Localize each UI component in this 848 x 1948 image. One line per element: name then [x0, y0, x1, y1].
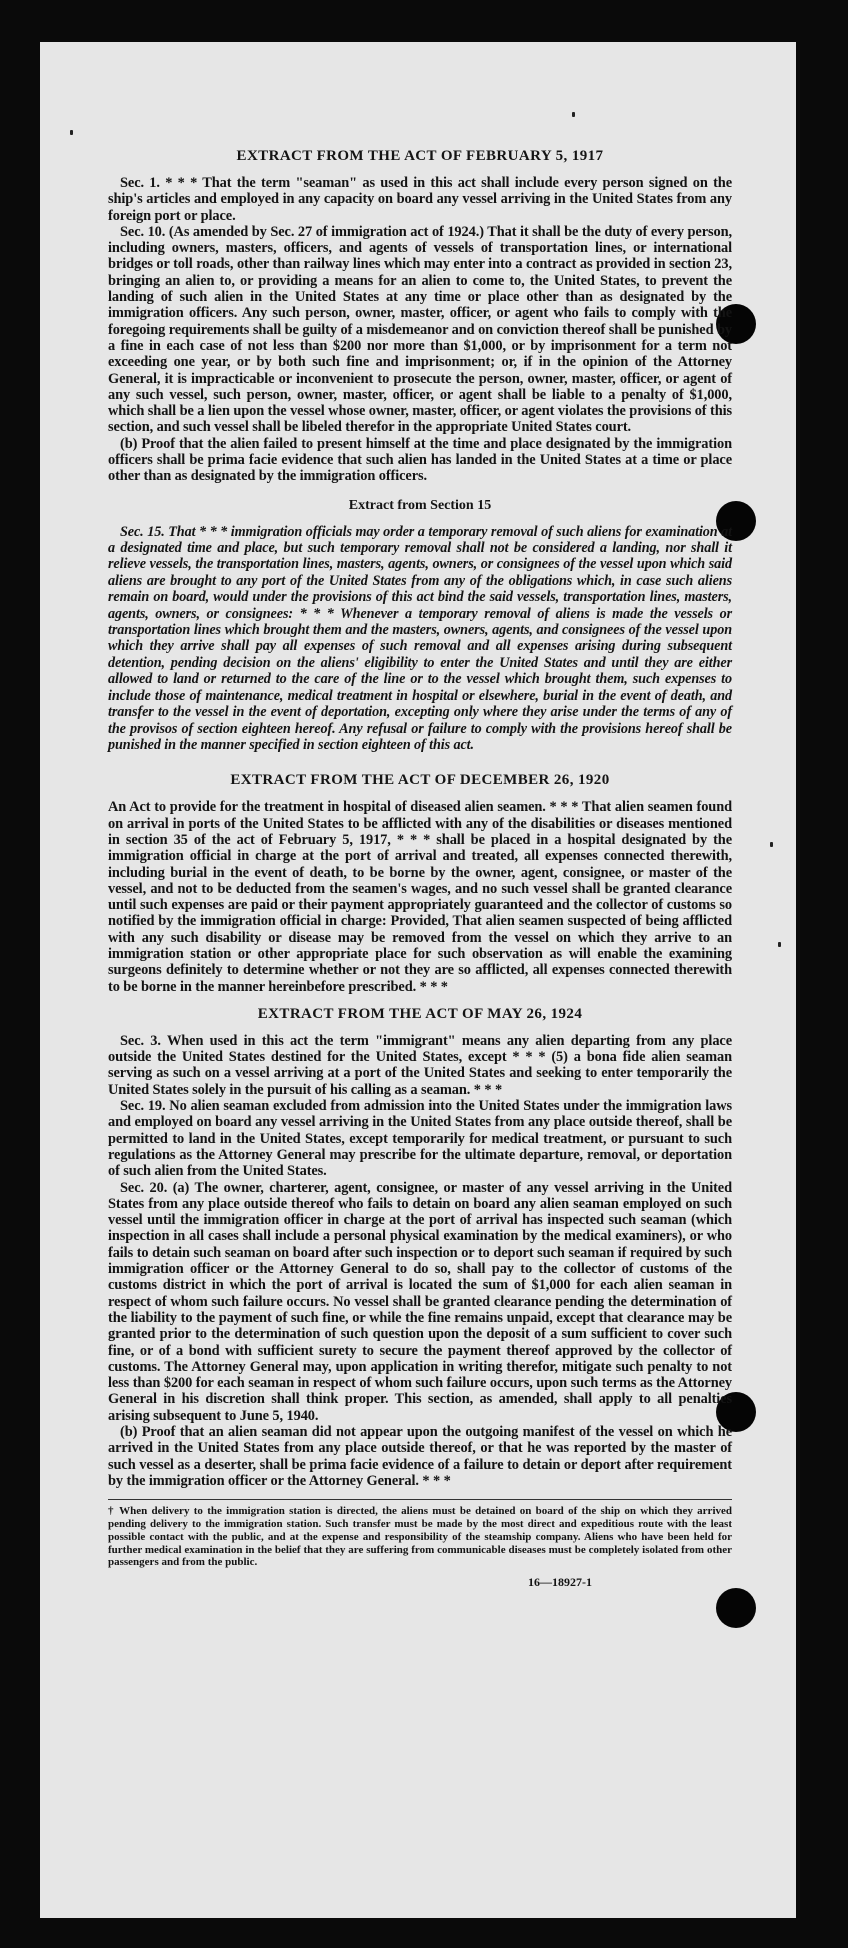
section-heading: EXTRACT FROM THE ACT OF MAY 26, 1924: [257, 1005, 583, 1022]
speck: [778, 942, 781, 947]
paragraph: (b) Proof that the alien failed to present himself at the time and place designated by the immigration officers shall be prima facie evidence that such alien has landed in the United States at a time or place other than as designated by the immigration officers.: [108, 435, 732, 485]
document-body: [108, 147, 732, 1590]
paragraph: An Act to provide for the treatment in hospital of diseased alien seamen. * * * That alien seamen found on arrival in ports of the United States to be afflicted with any of the disabilities or diseases mentioned in section 35 of the act of February 5, 1917, * * * shall be placed in a hospital designated by the immigration official in charge at the port of arrival and treated, all expenses connected therewith, including burial in the event of death, to be borne by the owner, agent, consignee, or master of the vessel, and not to be deducted from the seamen's wages, and no such vessel shall be granted clearance until such expenses are paid or their payment appropriately guaranteed and the collector of customs so notified by the immigration official in charge: Provided, That alien seamen suspected of being afflicted with any such disability or disease may be removed from the vessel on which they arrive to an immigration station or other appropriate place for such observation as will enable the examining surgeons definitely to determine whether or not they are so afflicted, all expenses connected therewith to be borne in the manner hereinbefore prescribed. * * *: [108, 799, 732, 995]
speck: [70, 130, 73, 135]
speck: [572, 112, 575, 117]
section-subheading: Extract from Section 15: [348, 497, 492, 513]
section-heading: EXTRACT FROM THE ACT OF FEBRUARY 5, 1917: [236, 148, 604, 164]
punch-hole: [716, 1588, 756, 1628]
paragraph: Sec. 15. That * * * immigration officials may order a temporary removal of such aliens for examination at a designated time and place, but such temporary removal shall not be considered a landing, nor shall it relieve vessels, the transportation lines, masters, agents, owners, or consignees of the vessel upon which said aliens are brought to any port of the United States from any of the obligations which, in case such aliens remain on board, would under the provisions of this act bind the said vessels, transportation lines, masters, agents, owners, or consignees: * * * Whenever a temporary removal of aliens is made the vessels or transportation lines which brought them and the masters, owners, agents, and consignees of the vessel upon which they arrive shall pay all expenses of such removal and all expenses arising during subsequent detention, pending decision on the aliens' eligibility to enter the United States and until they are either allowed to land or returned to the care of the line or to the vessel which brought them, such expenses to include those of maintenance, medical treatment in hospital or elsewhere, burial in the event of death, and transfer to the vessel in the event of deportation, excepting only where they arise under the terms of any of the provisos of section eighteen hereof. Any refusal or failure to comply with the provisions hereof shall be punished in the manner specified in section eighteen of this act.: [108, 523, 732, 753]
paragraph: Sec. 20. (a) The owner, charterer, agent, consignee, or master of any vessel arriving in the United States from any place outside thereof who fails to detain on board any alien seaman employed on such vessel until the immigration officer in charge at the port of arrival has inspected such seaman (which inspection in all cases shall include a personal physical examination by the medical examiners), or who fails to detain such seaman on board after such inspection or to deport such seaman if required by such immigration officer or the Attorney General to do so, shall pay to the collector of customs of the customs district in which the port of arrival is located the sum of $1,000 for each alien seaman in respect of whom such failure occurs. No vessel shall be granted clearance pending the determination of the liability to the payment of such fine, or while the fine remains unpaid, except that clearance may be granted prior to the determination of such question upon the deposit of a sum sufficient to cover such fine, or of a bond with sufficient surety to secure the payment thereof approved by the collector of customs. The Attorney General may, upon application in writing therefor, mitigate such penalty to not less than $200 for each seaman in respect of whom such failure occurs, upon such terms as the Attorney General in his discretion shall think proper. This section, as amended, shall apply to all penalties arising subsequent to June 5, 1940.: [108, 1179, 732, 1424]
paragraph: Sec. 19. No alien seaman excluded from admission into the United States under the immigration laws and employed on board any vessel arriving in the United States from any place outside thereof, shall be permitted to land in the United States, except temporarily for medical treatment, or pursuant to such regulations as the Attorney General may prescribe for the ultimate departure, removal, or deportation of such alien from the United States.: [108, 1098, 732, 1180]
section-heading: EXTRACT FROM THE ACT OF DECEMBER 26, 1920: [230, 772, 610, 789]
footnote: † When delivery to the immigration station is directed, the aliens must be detained on board of the ship on which they arrived pending delivery to the immigration station. Such transfer must be made by the most direct and expeditious route with the least possible contact with the public, and at the expense and responsibility of the steamship company. Aliens who have been held for further medical examination in the belief that they are suffering from communicable diseases must be completely isolated from other passengers and from the public.: [108, 1499, 732, 1569]
paragraph: (b) Proof that an alien seaman did not appear upon the outgoing manifest of the vessel on which he arrived in the United States from any place outside thereof, or that he was reported by the master of such vessel as a deserter, shall be prima facie evidence of a failure to detain or deport after requirement by the immigration officer or the Attorney General. * * *: [108, 1424, 732, 1489]
document-page: [40, 42, 796, 1918]
paragraph: Sec. 1. * * * That the term "seaman" as used in this act shall include every person signed on the ship's articles and employed in any capacity on board any vessel arriving in the United States from any foreign port or place.: [108, 175, 732, 224]
form-number: 16—18927-1: [528, 1575, 592, 1590]
paragraph: Sec. 3. When used in this act the term "immigrant" means any alien departing from any place outside the United States destined for the United States, except * * * (5) a bona fide alien seaman serving as such on a vessel arriving at a port of the United States and seeking to enter temporarily the United States solely in the pursuit of his calling as a seaman. * * *: [108, 1032, 732, 1098]
speck: [770, 842, 773, 847]
paragraph: Sec. 10. (As amended by Sec. 27 of immigration act of 1924.) That it shall be the duty of every person, including owners, masters, officers, and agents of vessels of transportation lines, or international bridges or toll roads, other than railway lines which may enter into a contract as provided in section 23, bringing an alien to, or providing a means for an alien to come to, the United States, to prevent the landing of such alien in the United States at any time or place other than as designated by the immigration officers. Any such person, owner, master, officer, or agent who fails to comply with the foregoing requirements shall be guilty of a misdemeanor and on conviction thereof shall be punished by a fine in each case of not less than $200 nor more than $1,000, or by imprisonment for a term not exceeding one year, or by both such fine and imprisonment; or, if in the opinion of the Attorney General, it is impracticable or inconvenient to prosecute the person, owner, master, officer, or agent of any such vessel, such person, owner, master, officer, or agent shall be liable to a penalty of $1,000, which shall be a lien upon the vessel whose owner, master, officer, or agent violates the provisions of this section, and such vessel shall be libeled therefor in the appropriate United States court.: [108, 223, 732, 436]
